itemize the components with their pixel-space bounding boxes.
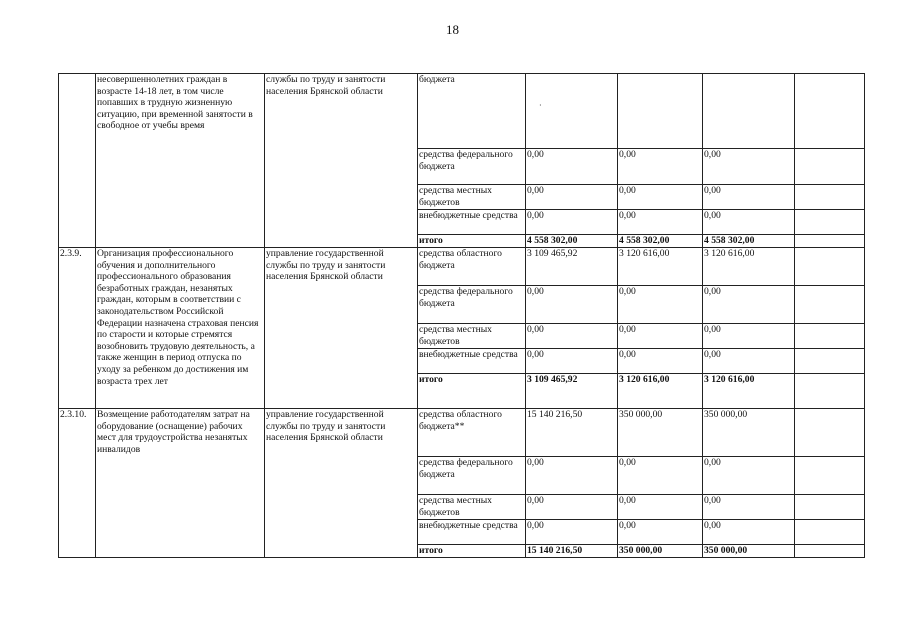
- amount-v1: 3 109 465,92: [526, 374, 618, 409]
- funding-source: средства областного бюджета: [418, 248, 526, 286]
- amount-v1: 15 140 216,50: [526, 545, 618, 558]
- item-name: Организация профессионального обучения и дополнительного профессионального образования безработных граждан, незанятых граждан, которым в соответствии с законодательством Российской Федерации назначена страховая пенсия по старости и которые стремятся возобновить трудовую деятельность, а также женщин в период отпуска по уходу за ребенком до достижения им возраста трех лет: [96, 248, 265, 409]
- empty-cell: [795, 457, 865, 495]
- amount-v2: 0,00: [618, 185, 703, 210]
- amount-v2: 0,00: [618, 495, 703, 520]
- empty-cell: [795, 74, 865, 149]
- amount-v3: 0,00: [703, 324, 795, 349]
- funding-source: средства местных бюджетов: [418, 324, 526, 349]
- funding-source: бюджета: [418, 74, 526, 149]
- budget-table: [58, 73, 865, 558]
- funding-source: средства федерального бюджета: [418, 149, 526, 185]
- amount-v1: 0,00: [526, 149, 618, 185]
- amount-v3: 350 000,00: [703, 545, 795, 558]
- amount-v2: 0,00: [618, 349, 703, 374]
- amount-v3: 3 120 616,00: [703, 248, 795, 286]
- amount-v1: 4 558 302,00: [526, 235, 618, 248]
- amount-v2: 350 000,00: [618, 409, 703, 457]
- empty-cell: [795, 349, 865, 374]
- empty-cell: [795, 286, 865, 324]
- amount-v1: 0,00: [526, 210, 618, 235]
- empty-cell: [795, 248, 865, 286]
- amount-v1: 3 109 465,92: [526, 248, 618, 286]
- amount-v3: 0,00: [703, 457, 795, 495]
- amount-v3: [703, 74, 795, 149]
- table-row: [59, 409, 865, 457]
- item-executor: службы по труду и занятости населения Брянской области: [265, 74, 418, 248]
- amount-v1: 15 140 216,50: [526, 409, 618, 457]
- funding-source: внебюджетные средства: [418, 520, 526, 545]
- amount-v1: 0,00: [526, 324, 618, 349]
- amount-v2: 3 120 616,00: [618, 374, 703, 409]
- empty-cell: [795, 495, 865, 520]
- empty-cell: [795, 324, 865, 349]
- amount-v3: 3 120 616,00: [703, 374, 795, 409]
- item-name: несовершеннолетних граждан в возрасте 14-18 лет, в том числе попавших в трудную жизненную ситуацию, при временной занятости в свободное от учебы время: [96, 74, 265, 248]
- amount-v2: 3 120 616,00: [618, 248, 703, 286]
- amount-v2: 350 000,00: [618, 545, 703, 558]
- funding-source: средства областного бюджета**: [418, 409, 526, 457]
- amount-v2: 0,00: [618, 520, 703, 545]
- funding-source: итого: [418, 374, 526, 409]
- funding-source: итого: [418, 545, 526, 558]
- amount-v1: 0,00: [526, 520, 618, 545]
- empty-cell: [795, 185, 865, 210]
- amount-v3: 350 000,00: [703, 409, 795, 457]
- amount-v3: 0,00: [703, 520, 795, 545]
- funding-source: внебюджетные средства: [418, 210, 526, 235]
- amount-v1: 0,00: [526, 349, 618, 374]
- amount-v2: 0,00: [618, 286, 703, 324]
- page-number: 18: [446, 22, 459, 37]
- amount-v1: 0,00: [526, 286, 618, 324]
- funding-source: внебюджетные средства: [418, 349, 526, 374]
- funding-source: средства федерального бюджета: [418, 457, 526, 495]
- funding-source: итого: [418, 235, 526, 248]
- amount-v1: 0,00: [526, 457, 618, 495]
- item-code: 2.3.10.: [59, 409, 96, 558]
- empty-cell: [795, 235, 865, 248]
- funding-source: средства местных бюджетов: [418, 495, 526, 520]
- empty-cell: [795, 374, 865, 409]
- table-row: [59, 248, 865, 286]
- empty-cell: [795, 520, 865, 545]
- amount-v3: 0,00: [703, 286, 795, 324]
- amount-v1: 0,00: [526, 495, 618, 520]
- amount-v3: 0,00: [703, 349, 795, 374]
- empty-cell: [795, 210, 865, 235]
- scan-dot: ·: [539, 101, 542, 110]
- amount-v3: 0,00: [703, 149, 795, 185]
- empty-cell: [795, 409, 865, 457]
- amount-v1: 0,00: [526, 185, 618, 210]
- item-executor: управление государственной службы по труду и занятости населения Брянской области: [265, 248, 418, 409]
- table-row: [59, 74, 865, 149]
- item-name: Возмещение работодателям затрат на оборудование (оснащение) рабочих мест для трудоустройства незанятых инвалидов: [96, 409, 265, 558]
- empty-cell: [795, 149, 865, 185]
- funding-source: средства федерального бюджета: [418, 286, 526, 324]
- item-executor: управление государственной службы по труду и занятости населения Брянской области: [265, 409, 418, 558]
- amount-v2: 0,00: [618, 324, 703, 349]
- empty-cell: [795, 545, 865, 558]
- amount-v3: 0,00: [703, 210, 795, 235]
- amount-v3: 0,00: [703, 185, 795, 210]
- amount-v2: [618, 74, 703, 149]
- item-code: [59, 74, 96, 248]
- funding-source: средства местных бюджетов: [418, 185, 526, 210]
- amount-v2: 0,00: [618, 457, 703, 495]
- amount-v3: 4 558 302,00: [703, 235, 795, 248]
- amount-v2: 0,00: [618, 210, 703, 235]
- amount-v1: [526, 74, 618, 149]
- item-code: 2.3.9.: [59, 248, 96, 409]
- amount-v3: 0,00: [703, 495, 795, 520]
- amount-v2: 0,00: [618, 149, 703, 185]
- amount-v2: 4 558 302,00: [618, 235, 703, 248]
